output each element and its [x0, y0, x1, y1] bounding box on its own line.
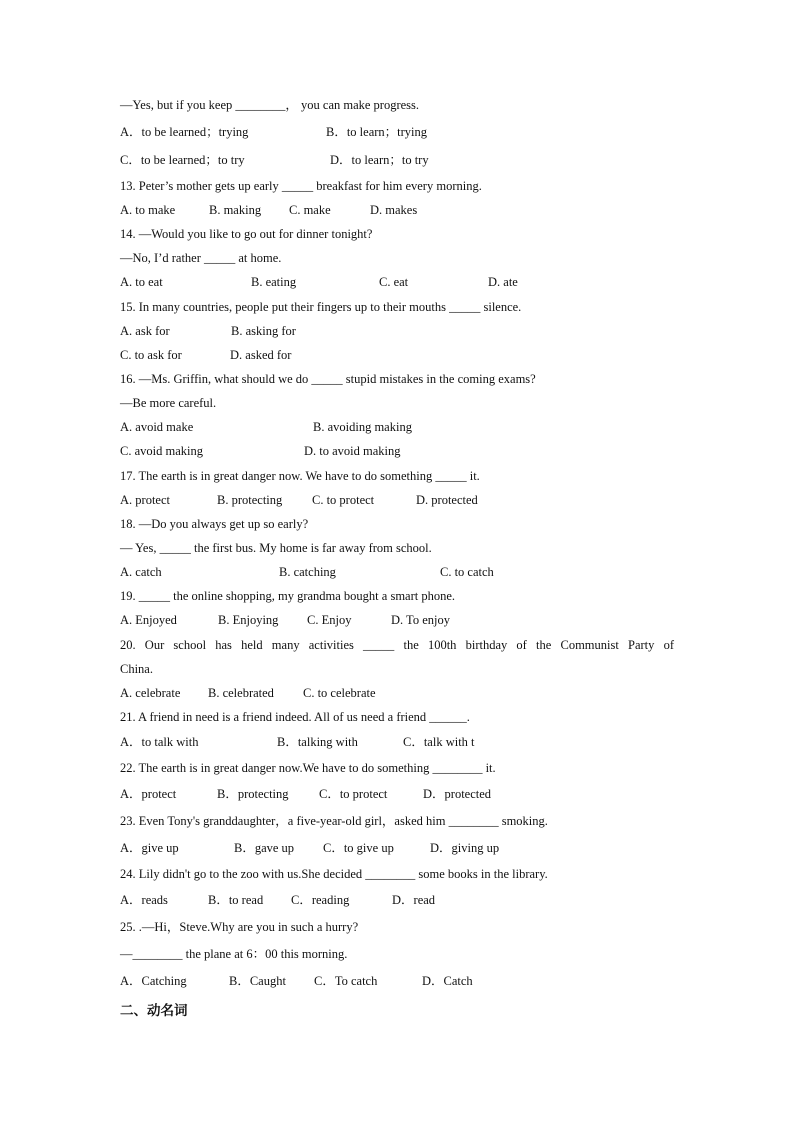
q20-option-c: C. to celebrate [303, 686, 376, 700]
q24-option-a: A．reads [120, 893, 168, 907]
q12-option-c: C．to be learned；to try [120, 153, 245, 167]
q21-stem: 21. A friend in need is a friend indeed. All of us need a friend ______. [120, 710, 470, 724]
q22-stem: 22. The earth is in great danger now.We have to do something ________ it. [120, 761, 496, 775]
q17-stem: 17. The earth is in great danger now. We have to do something _____ it. [120, 469, 480, 483]
q24-stem: 24. Lily didn't go to the zoo with us.She decided ________ some books in the library. [120, 867, 548, 881]
q17-option-c: C. to protect [312, 493, 375, 507]
q19-option-c: C. Enjoy [307, 613, 352, 627]
q19-stem: 19. _____ the online shopping, my grandma bought a smart phone. [120, 589, 456, 603]
q16-option-a: A. avoid make [120, 420, 194, 434]
q17-option-b: B. protecting [217, 493, 283, 507]
q18-option-b: B. catching [279, 565, 336, 579]
q17-option-a: A. protect [120, 493, 170, 507]
q15-option-a: A. ask for [120, 324, 170, 338]
q22-option-d: D．protected [423, 787, 492, 801]
q23-option-d: D．giving up [430, 841, 500, 855]
q16-response: —Be more careful. [120, 396, 217, 410]
q12-option-d: D．to learn；to try [330, 153, 429, 167]
q15-stem: 15. In many countries, people put their fingers up to their mouths _____ silence. [120, 300, 522, 314]
q20-stem-continued: China. [120, 662, 153, 676]
q25-option-b: B．Caught [229, 974, 286, 988]
q18-option-a: A. catch [120, 565, 162, 579]
q15-option-c: C. to ask for [120, 348, 182, 362]
q14-stem: 14. —Would you like to go out for dinner tonight? [120, 227, 373, 241]
q14-option-b: B. eating [251, 275, 297, 289]
q23-option-c: C．to give up [323, 841, 394, 855]
q21-option-c: C．talk with t [403, 735, 475, 749]
q20-option-b: B. celebrated [208, 686, 274, 700]
q21-option-b: B．talking with [277, 735, 358, 749]
q14-option-a: A. to eat [120, 275, 163, 289]
q25-response: —________ the plane at 6：00 this morning. [120, 947, 348, 961]
q24-option-d: D．read [392, 893, 436, 907]
q14-response: —No, I’d rather _____ at home. [120, 251, 282, 265]
q15-option-d: D. asked for [230, 348, 292, 362]
q16-option-c: C. avoid making [120, 444, 203, 458]
q23-option-b: B．gave up [234, 841, 295, 855]
q12-option-a: A．to be learned；trying [120, 125, 249, 139]
q19-option-d: D. To enjoy [391, 613, 450, 627]
q16-stem: 16. —Ms. Griffin, what should we do _____ stupid mistakes in the coming exams? [120, 372, 536, 386]
q14-option-c: C. eat [379, 275, 409, 289]
q24-option-c: C．reading [291, 893, 350, 907]
q25-stem: 25. .—Hi，Steve.Why are you in such a hurry? [120, 920, 359, 934]
q22-option-c: C．to protect [319, 787, 388, 801]
q13-option-c: C. make [289, 203, 331, 217]
q24-option-b: B．to read [208, 893, 264, 907]
q13-option-b: B. making [209, 203, 262, 217]
q20-stem: 20. Our school has held many activities _____ the 100th birthday of the Communist Party of [120, 638, 674, 652]
q23-option-a: A．give up [120, 841, 179, 855]
q23-stem: 23. Even Tony's granddaughter，a five-year-old girl，asked him ________ smoking. [120, 814, 548, 828]
q25-option-c: C．To catch [314, 974, 378, 988]
q25-option-d: D．Catch [422, 974, 473, 988]
q22-option-a: A．protect [120, 787, 177, 801]
section-heading: 二、动名词 [120, 1003, 188, 1019]
q13-option-d: D. makes [370, 203, 418, 217]
q21-option-a: A．to talk with [120, 735, 199, 749]
q20-option-a: A. celebrate [120, 686, 181, 700]
q13-stem: 13. Peter’s mother gets up early _____ breakfast for him every morning. [120, 179, 482, 193]
q14-option-d: D. ate [488, 275, 518, 289]
q12-option-b: B．to learn；trying [326, 125, 428, 139]
q17-option-d: D. protected [416, 493, 478, 507]
q13-option-a: A. to make [120, 203, 176, 217]
q12-response: —Yes, but if you keep ________， you can make progress. [120, 98, 420, 112]
q19-option-a: A. Enjoyed [120, 613, 177, 627]
q19-option-b: B. Enjoying [218, 613, 279, 627]
q18-stem: 18. —Do you always get up so early? [120, 517, 309, 531]
q15-option-b: B. asking for [231, 324, 296, 338]
q25-option-a: A．Catching [120, 974, 187, 988]
q16-option-d: D. to avoid making [304, 444, 401, 458]
q22-option-b: B．protecting [217, 787, 289, 801]
q18-response: — Yes, _____ the first bus. My home is far away from school. [120, 541, 432, 555]
q18-option-c: C. to catch [440, 565, 494, 579]
q16-option-b: B. avoiding making [313, 420, 412, 434]
